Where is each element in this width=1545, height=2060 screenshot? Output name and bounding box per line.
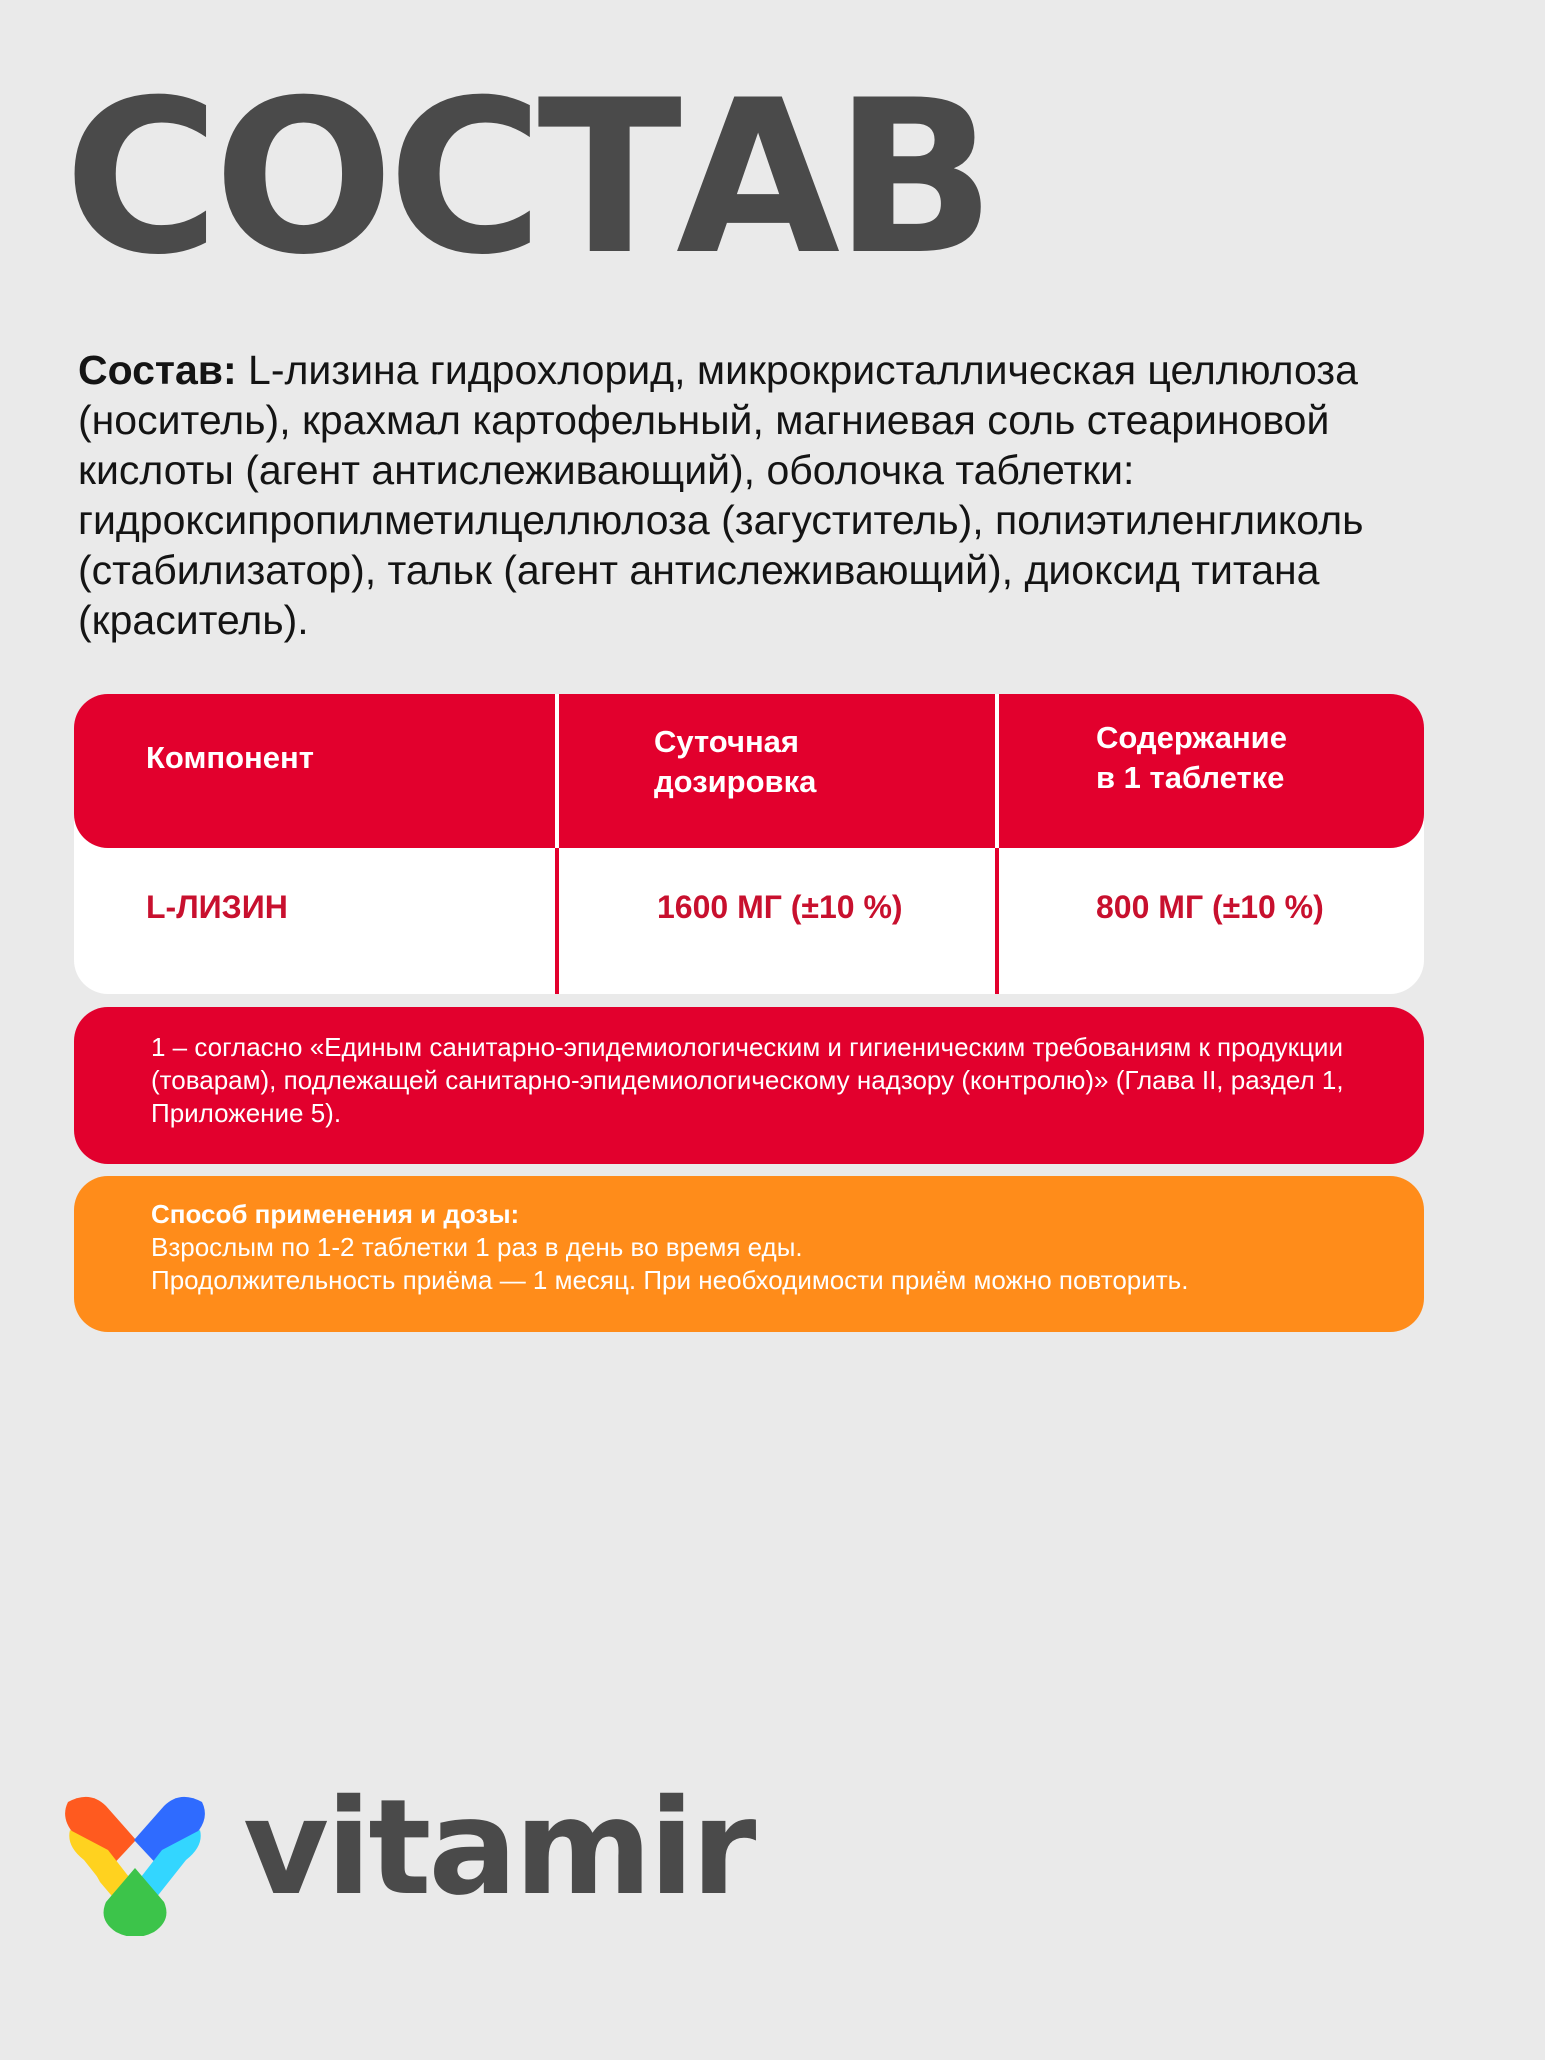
footnote-box [74, 1007, 1424, 1164]
usage-text [151, 1198, 1391, 1297]
usage-line-2: Продолжительность приёма — 1 месяц. При необходимости приём можно повторить. [151, 1265, 1189, 1295]
page-title: СОСТАВ [64, 54, 990, 301]
header-per-tablet-line2: в 1 таблетке [1096, 760, 1285, 795]
header-component-label: Компонент [146, 740, 314, 775]
header-daily-line1: Суточная [654, 724, 799, 759]
footnote-text: 1 – согласно «Единым санитарно-эпидемиологическим и гигиеническим требованиям к продукции (товарам), подлежащей санитарно-эпидемиологическому надзору (контролю)» (Глава II, раздел 1, Приложение 5). [151, 1032, 1344, 1128]
usage-line-1: Взрослым по 1-2 таблетки 1 раз в день во время еды. [151, 1232, 803, 1262]
header-daily-dose [654, 722, 816, 802]
header-column-divider [555, 694, 559, 848]
composition-text [78, 345, 1478, 645]
header-per-tablet-line1: Содержание [1096, 720, 1287, 755]
composition-table [74, 694, 1424, 994]
cell-daily-dose: 1600 МГ (±10 %) [657, 889, 903, 925]
header-column-divider [995, 694, 999, 848]
brand-logo [60, 1771, 760, 1940]
usage-title: Способ применения и дозы: [151, 1199, 520, 1229]
composition-lead: Состав: [78, 347, 237, 393]
vitamir-logo-icon [60, 1790, 210, 1936]
cell-component: L-ЛИЗИН [146, 889, 288, 925]
cell-per-tablet: 800 МГ (±10 %) [1096, 889, 1324, 925]
brand-wordmark: vitamir [243, 1771, 754, 1925]
header-per-tablet [1096, 718, 1287, 798]
usage-box [74, 1176, 1424, 1332]
header-component [146, 738, 314, 778]
composition-body: L-лизина гидрохлорид, микрокристаллическая целлюлоза (носитель), крахмал картофельный, магниевая соль стеариновой кислоты (агент антислеживающий), оболочка таблетки: гидроксипропилметилцеллюлоза (загуститель), полиэтиленгликоль (стабилизатор), тальк (агент антислеживающий), диоксид титана (краситель). [78, 347, 1364, 643]
header-daily-line2: дозировка [654, 764, 817, 799]
